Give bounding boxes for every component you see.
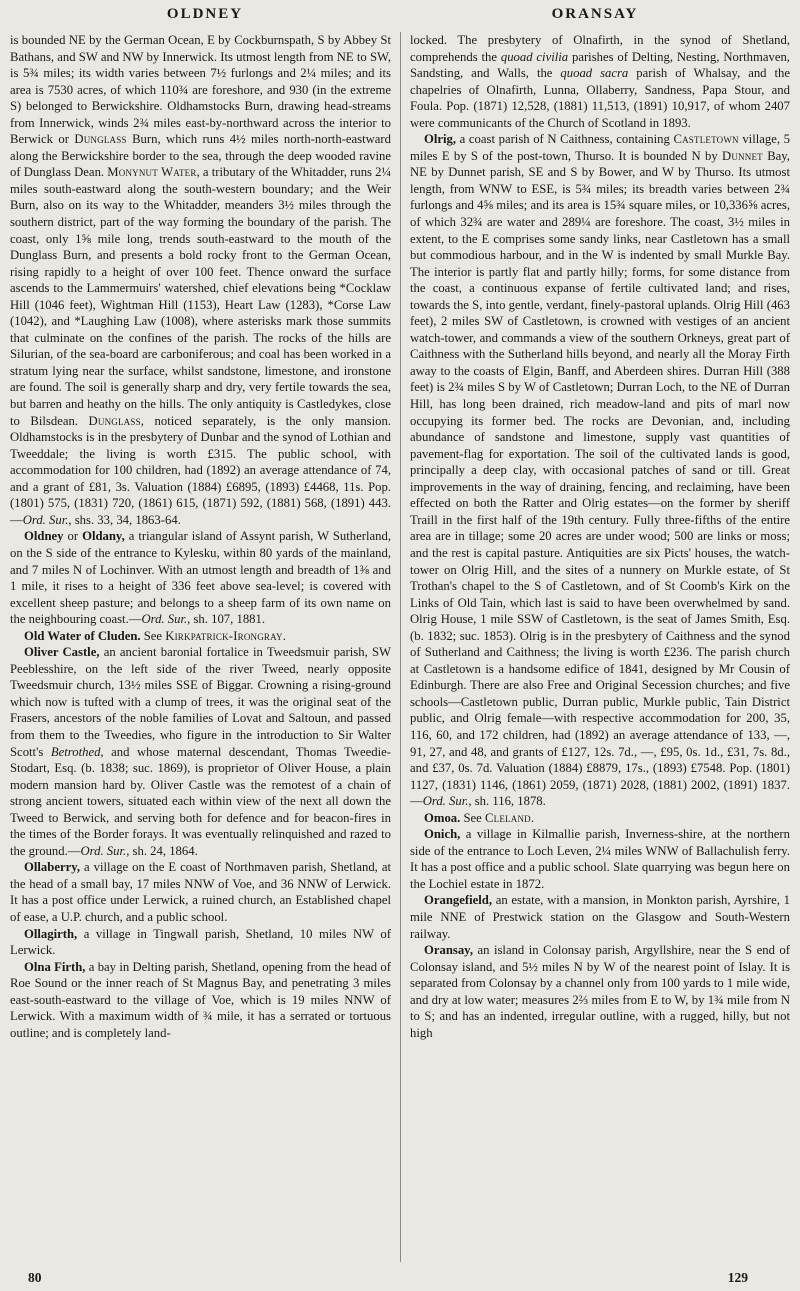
italic-text: Betrothed bbox=[50, 744, 101, 759]
running-heads bbox=[10, 6, 790, 32]
entry-paragraph: Oldney or Oldany, a triangular island of Assynt parish, W Sutherland, on the S side of the entrance to Kylesku, within 80 yards of the mainland, and 7 miles N of Lochinver. With an utmost length and breadth of 1⅜ and 1 mile, it rises to a height of 336 feet above sea-level; is covered with excellent sheep pasture; and belongs to a sheep farm of its own name on the neighbouring coast.—Ord. Sur., sh. 107, 1881. bbox=[10, 529, 391, 627]
italic-text: quoad sacra bbox=[560, 66, 629, 81]
small-caps-cross-reference: Dunglass bbox=[88, 413, 141, 428]
entry-title: Ollaberry, bbox=[24, 860, 81, 875]
italic-text: Ord. Sur. bbox=[141, 612, 188, 627]
italic-text: quoad civilia bbox=[500, 49, 569, 64]
right-column bbox=[400, 32, 790, 1262]
entry-paragraph: Olna Firth, a bay in Delting parish, Shetland, opening from the head of Roe Sound or the inner reach of St Magnus Bay, and penetrating 3 miles east-south-eastward to the village of Voe, which is 19 miles NNW of Lerwick. With a maximum width of ¾ mile, it has a serrated or tortuous outline; and is completely land- bbox=[10, 959, 392, 1040]
entry-title: Orangefield, bbox=[424, 893, 493, 908]
entry-paragraph: is bounded NE by the German Ocean, E by Cockburnspath, S by Abbey St Bathans, and SW and NW by Innerwick. Its utmost length from NE to SW, is 5¾ miles; its width varies between 7½ furlongs and 2¼ miles; and its area is 7530 acres, of which 110¾ are foreshore, and 930 (in the extreme S) belonged to Berwickshire. Oldhamstocks Burn, drawing head-streams from Innerwick, winds 2¾ miles east-by-northward across the interior to Berwick or Dunglass Burn, which runs 4½ miles north-north-eastward along the Berwickshire border to the sea, through the deep wooded ravine of Dunglass Dean. Monynut Water, a tributary of the Whitadder, runs 2¼ miles south-eastward along the south-western boundary; and the Weir Burn, also on its way to the Whitadder, meanders 3½ miles through the southern district, part of the way forming the boundary of the parish. The coast, only 1⅝ mile long, trends south-eastward to the mouth of the Dunglass Burn, and presents a bold rocky front to the German Ocean, rising rapidly to a height of over 100 feet. Thence onward the surface ascends to the Lammermuirs' watershed, chief elevations being *Cocklaw Hill (1046 feet), Wightman Hill (1153), Heart Law (1283), *Corse Law (1042), and *Laughing Law (1008), where asterisks mark those summits that culminate on the confines of the parish. The rocks of the hills are Silurian, of the sea-board are carboniferous; and coal has been worked in a stratum lying near the surface, whilst sandstone, limestone, and ironstone are found. The soil is generally sharp and dry, very fertile towards the sea, but barren and heathy on the hills. The only antiquity is Castledykes, close to Bilsdean. Dunglass, noticed separately, is the only mansion. Oldhamstocks is in the presbytery of Dunbar and the synod of Lothian and Tweeddale; the living is worth £315. The public school, with accommodation for 100 children, had (1892) an average attendance of 74, and a grant of £81, 3s. Valuation (1884) £6895, (1893) £4468, 11s. Pop. (1801) 575, (1831) 720, (1861) 615, (1871) 592, (1881) 568, (1891) 443.—Ord. Sur., shs. 33, 34, 1863-64. bbox=[10, 33, 392, 527]
small-caps-cross-reference: Cleland bbox=[484, 810, 531, 825]
small-caps-cross-reference: Castletown bbox=[673, 132, 739, 147]
entry-title: Oliver Castle, bbox=[24, 645, 100, 660]
entry-title: Olrig, bbox=[424, 132, 457, 147]
right-page-number: 129 bbox=[727, 1270, 748, 1285]
entry-title: Old Water of Cluden. bbox=[24, 628, 141, 643]
left-column bbox=[10, 32, 400, 1262]
entry-paragraph: locked. The presbytery of Olnafirth, in the synod of Shetland, comprehends the quoad civilia parishes of Delting, Nesting, Northmaven, Sandsting, and Walls, the quoad sacra parish of Whalsay, and the chapelries of Olnafirth, Lunna, Ollaberry, Sandness, Papa Stour, and Foula. Pop. (1871) 12,528, (1881) 11,513, (1891) 10,917, of whom 2407 were communicants of the Church of Scotland in 1893. bbox=[410, 33, 790, 130]
italic-text: Ord. Sur. bbox=[422, 794, 469, 809]
entry-paragraph: Orangefield, an estate, with a mansion, in Monkton parish, Ayrshire, 1 mile NNE of Prestwick station on the Glasgow and South-Western railway. bbox=[410, 893, 790, 941]
entry-title: Oldney bbox=[24, 529, 64, 544]
italic-text: Ord. Sur. bbox=[80, 843, 127, 858]
left-column-header: OLDNEY bbox=[166, 6, 244, 22]
small-caps-cross-reference: Dunglass bbox=[74, 132, 127, 147]
entry-paragraph: Old Water of Cluden. See Kirkpatrick-Irongray. bbox=[24, 628, 286, 643]
right-column-header: ORANSAY bbox=[551, 6, 639, 22]
entry-paragraph: Olrig, a coast parish of N Caithness, containing Castletown village, 5 miles E by S of the post-town, Thurso. It is bounded N by Dunnet Bay, NE by Dunnet parish, SE and S by Bower, and W by Thurso. Its utmost length, from WNW to ESE, is 5¾ miles; its breadth varies between 2¾ furlongs and 4⅝ miles; and its area is 15¾ square miles, or 10,336⅝ acres, of which 32¾ are water and 289¼ are foreshore. The coast, 3½ miles in extent, to the E comprises some sandy links, near Castletown has a small but commodious harbour, and in the W is indented by small Murkle Bay. The interior is partly flat and partly hilly; forms, for some distance from the coast, a continuous expanse of fertile cultivated land; and rises, towards the S, into gentle, verdant, finely-pastoral uplands. Olrig Hill (463 feet), 2 miles SW of Castletown, is crowned with vestiges of an ancient watch-tower, and commands a view of the southern Orkneys, great part of Caithness with the Sutherland hills beyond, and nearly all the Moray Firth away to the coasts of Elgin, Banff, and Aberdeen shires. Durran Hill (388 feet) is 2¾ miles S by W of Castletown; Durran Loch, to the NE of Durran Hill, has long been drained, rich meadow-land and pits of marl now occupying its former bed. The rocks are Devonian, and, including abundance of sandstone and limestone, supply vast quantities of pavement-flag for exportation. The soil of the cultivated lands is good, principally a deep clay, with occasional patches of sand or till. Great improvements in the way of draining, fencing, and reclaiming, have been effected on both the Ratter and Olrig estates—on the former by sheriff Traill in the first half of the 19th century. Fully three-fifths of the entire area are in tillage; some 20 acres are under wood; 500 are links or moss; and the rest is capital pasture. Antiquities are six Picts' houses, the watch-tower on Olrig Hill, and the sites of a nunnery on Murkle estate, of St Trothan's chapel to the S of Castletown, and of St Coomb's Kirk on the Links of Old Tain, which last is said to have been overwhelmed by sand. Olrig House, 1 mile SSW of Castletown, is the seat of James Smith, Esq. (b. 1832; suc. 1853). Olrig is in the presbytery of Caithness and the synod of Sutherland and Caithness; the living is worth £236. The parish church at Castletown is a handsome edifice of 1841, designed by Mr Cousin of Edinburgh. There are also Free and Original Secession churches; and five schools—Castletown public, Durran public, Murkle public, Tain District public, and Olrig female—with respective accommodation for 200, 35, 116, 60, and 172 children, had (1892) an average attendance of 133, —, 91, 27, and 48, and grants of £127, 12s. 7d., —, £95, 0s. 1d., £31, 7s. 8d., and £37, 0s. 7d. Valuation (1884) £8879, 17s., (1893) £7548. Pop. (1801) 1127, (1831) 1146, (1861) 2059, (1871) 2028, (1881) 2002, (1891) 1837.—Ord. Sur., sh. 116, 1878. bbox=[410, 132, 790, 809]
entry-title: Ollagirth, bbox=[24, 926, 78, 941]
entry-paragraph: Oransay, an island in Colonsay parish, Argyllshire, near the S end of Colonsay island, and 5½ miles N by W of the nearest point of Islay. It is separated from Colonsay by a channel only from 100 yards to 1 mile wide, and dry at low water; measures 2⅔ miles from E to W, by 1¾ mile from N to S; and has an indented, irregular outline, with a rugged, hilly, but not high bbox=[410, 943, 790, 1040]
entry-paragraph: Ollaberry, a village on the E coast of Northmaven parish, Shetland, at the head of a small bay, 17 miles NNW of Voe, and 36 NNW of Lerwick. It has a post office under Lerwick, a ruined church, an Established chapel of ease, a U.P. church, and a public school. bbox=[10, 860, 391, 924]
entry-paragraph: Oliver Castle, an ancient baronial fortalice in Tweedsmuir parish, SW Peeblesshire, on the left side of the river Tweed, nearly opposite Tweedsmuir church, 13½ miles SSE of Biggar. Crowning a rising-ground which now is tufted with a clump of trees, it was the original seat of the Frasers, ancestors of the noble families of Lovat and Saltoun, and passed from them to the Tweedies, who figure in the introduction to Sir Walter Scott's Betrothed, and whose maternal descendant, Thomas Tweedie-Stodart, Esq. (b. 1838; suc. 1869), is proprietor of Oliver House, a plain modern mansion hard by. Oliver Castle was the remotest of a chain of strong ancient towers, situated each within view of the next all down the Tweed to Berwick, and serving both for defence and for beacon-fires in the times of the Border forays. It was eventually relinquished and razed to the ground.—Ord. Sur., sh. 24, 1864. bbox=[10, 645, 392, 858]
entry-title: Oransay, bbox=[424, 943, 473, 958]
left-page-number: 80 bbox=[28, 1270, 42, 1285]
small-caps-cross-reference: Dunnet bbox=[722, 148, 763, 163]
entry-paragraph: Onich, a village in Kilmallie parish, Inverness-shire, at the northern side of the entrance to Loch Leven, 2¼ miles WNW of Ballachulish ferry. It has a post office and a public school. Slate quarrying was begun here on the Lochiel estate in 1872. bbox=[410, 827, 790, 891]
page-footer bbox=[28, 1270, 748, 1286]
entry-title: Oldany, bbox=[82, 529, 125, 544]
entry-paragraph: Omoa. See Cleland. bbox=[424, 810, 535, 825]
entry-title: Olna Firth, bbox=[24, 959, 86, 974]
entry-title: Omoa. bbox=[424, 810, 461, 825]
small-caps-cross-reference: Monynut Water bbox=[107, 165, 197, 180]
text-columns bbox=[10, 32, 790, 1262]
italic-text: Ord. Sur. bbox=[22, 512, 69, 527]
small-caps-cross-reference: Kirkpatrick-Irongray bbox=[165, 628, 283, 643]
entry-paragraph: Ollagirth, a village in Tingwall parish, Shetland, 10 miles NW of Lerwick. bbox=[10, 926, 391, 958]
entry-title: Onich, bbox=[424, 827, 461, 842]
